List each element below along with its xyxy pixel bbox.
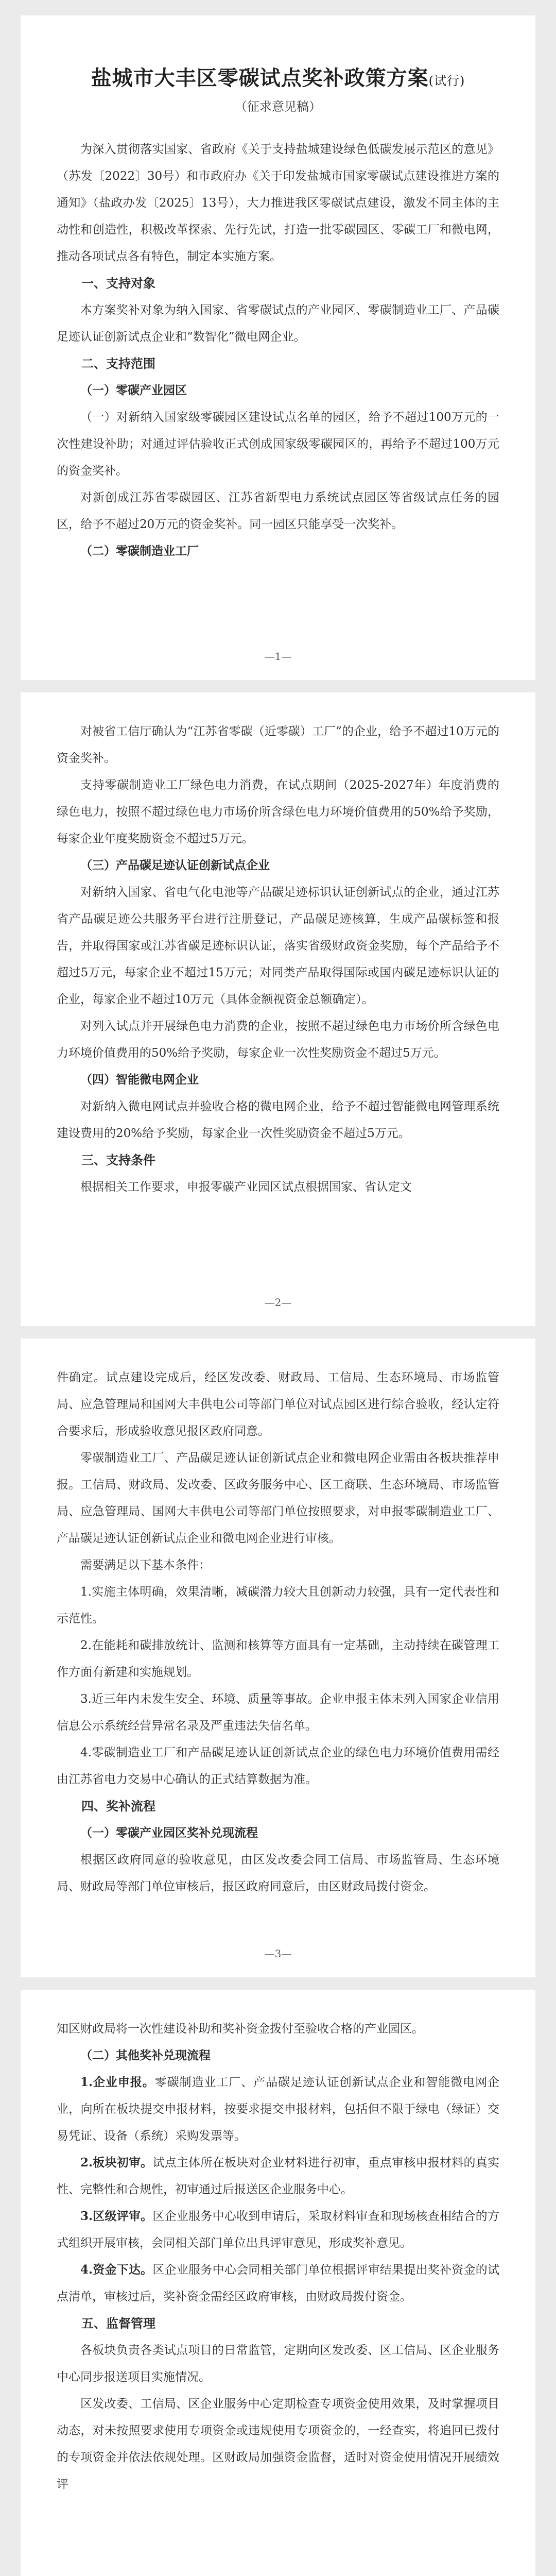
section-heading-2: 二、支持范围 [81,357,155,371]
flow-item-2 [57,2149,499,2203]
flow-item-4 [57,2257,499,2310]
title-suffix: (试行) [428,74,465,88]
flow-item-3 [57,2203,499,2257]
section-2-1-paragraph-b: 对新创成江苏省零碳园区、江苏省新型电力系统试点园区等省级试点任务的园区，给予不超过20万元的资金奖补。同一园区只能享受一次奖补。 [57,491,499,531]
section-heading-1: 一、支持对象 [81,276,155,291]
flow-item-1 [57,2069,499,2149]
condition-item-3: 3.近三年内未发生安全、环境、质量等事故。企业申报主体未列入国家企业信用信息公示系统经营异常名录及严重违法失信名单。 [57,1692,499,1733]
section-2-1-paragraph-a: （一）对新纳入国家级零碳园区建设试点名单的园区，给予不超过100万元的一次性建设补助；对通过评估验收正式创成国家级零碳园区的，再给予不超过100万元的资金奖补。 [57,411,499,478]
subsection-heading-2-1: （一）零碳产业园区 [80,383,187,397]
subsection-heading-2-2: （二）零碳制造业工厂 [80,544,199,558]
flow-item-4-lead: 4.资金下达。 [80,2263,153,2277]
condition-item-1: 1.实施主体明确，效果清晰，减碳潜力较大且创新动力较强，具有一定代表性和示范性。 [57,1585,499,1625]
flow-item-2-text: 试点主体所在板块对企业材料进行初审，重点审核申报材料的真实性、完整性和合规性，初审通过后报送区企业服务中心。 [57,2156,499,2196]
section-2-2-paragraph-a: 对被省工信厅确认为“江苏省零碳（近零碳）工厂”的企业，给予不超过10万元的资金奖补。 [57,725,499,765]
document-title [57,62,499,91]
section-3-paragraph-a: 根据相关工作要求，申报零碳产业园区试点根据国家、省认定文 [80,1180,412,1194]
page-number: —3— [264,1947,292,1960]
document-subtitle: （征求意见稿） [235,99,321,114]
subsection-heading-2-4: （四）智能微电网企业 [80,1073,199,1087]
title-text: 盐城市大丰区零碳试点奖补政策方案 [91,66,429,90]
section-1-paragraph: 本方案奖补对象为纳入国家、省零碳试点的产业园区、零碳制造业工厂、产品碳足迹认证创新试点企业和“数智化”微电网企业。 [57,303,499,344]
section-4-1-paragraph-cont: 知区财政局将一次性建设补助和奖补资金拨付至验收合格的产业园区。 [57,2022,424,2036]
section-heading-4: 四、奖补流程 [81,1799,155,1814]
section-5-paragraph-b: 区发改委、工信局、区企业服务中心定期检查专项资金使用效果，及时掌握项目动态，对未按照要求使用专项资金或违规使用专项资金的，一经查实，将追回已拨付的专项资金并依法依规处理。区财政局加强资金监督，适时对资金使用情况开展绩效评 [57,2397,499,2491]
flow-item-4-text: 区企业服务中心会同相关部门单位根据评审结果提出奖补资金的试点清单，审核过后，奖补资金需经区政府审核，由财政局拨付资金。 [57,2263,499,2303]
page-4 [21,1990,535,2576]
subsection-heading-4-2: （二）其他奖补兑现流程 [80,2048,211,2062]
section-5-paragraph-a: 各板块负责各类试点项目的日常监管，定期向区发改委、区工信局、区企业服务中心同步报送项目实施情况。 [57,2344,499,2384]
section-2-3-paragraph-a: 对新纳入国家、省电气化电池等产品碳足迹标识认证创新试点的企业，通过江苏省产品碳足迹公共服务平台进行注册登记，产品碳足迹核算，生成产品碳标签和报告，并取得国家或江苏省碳足迹标识认证，落实省级财政资金奖励，每个产品给予不超过5万元，每家企业不超过15万元；对同类产品取得国际或国内碳足迹标识认证的企业，每家企业不超过10万元（具体金额视资金总额确定）。 [57,886,499,1006]
page-2 [21,692,535,1326]
flow-item-1-text: 零碳制造业工厂、产品碳足迹认证创新试点企业和智能微电网企业，向所在板块提交申报材料，按要求提交申报材料，包括但不限于绿电（绿证）交易凭证、设备（系统）采购发票等。 [57,2076,500,2143]
condition-item-2: 2.在能耗和碳排放统计、监测和核算等方面具有一定基础，主动持续在碳管理工作方面有新建和实施规划。 [57,1639,499,1679]
flow-item-3-text: 区企业服务中心收到申请后，采取材料审查和现场核查相结合的方式组织开展审核，会同相关部门单位出具评审意见，形成奖补意见。 [57,2210,499,2250]
page-3 [21,1338,535,1977]
page-number: —2— [264,1296,292,1309]
section-2-2-paragraph-b: 支持零碳制造业工厂绿色电力消费，在试点期间（2025-2027年）年度消费的绿色电力，按照不超过绿色电力市场价所含绿色电力环境价值费用的50%给予奖励，每家企业年度奖励资金不超过5万元。 [57,778,499,845]
flow-item-2-lead: 2.板块初审。 [80,2156,153,2170]
section-heading-3: 三、支持条件 [81,1153,155,1167]
page-1 [21,15,535,680]
section-4-1-paragraph: 根据区政府同意的验收意见，由区发改委会同工信局、市场监管局、生态环境局、财政局等部门单位审核后，报区政府同意后，由区财政局拨付资金。 [57,1853,499,1893]
subsection-heading-4-1: （一）零碳产业园区奖补兑现流程 [80,1826,258,1840]
section-3-paragraph-b: 件确定。试点建设完成后，经区发改委、财政局、工信局、生态环境局、市场监管局、应急管理局和国网大丰供电公司等部门单位对试点园区进行综合验收，经认定符合要求后，形成验收意见报区政府同意。 [57,1371,499,1438]
intro-paragraph: 为深入贯彻落实国家、省政府《关于支持盐城建设绿色低碳发展示范区的意见》（苏发〔2022〕30号）和市政府办《关于印发盐城市国家零碳试点建设推进方案的通知》（盐政办发〔2025〕13号），大力推进我区零碳试点建设，激发不同主体的主动性和创造性，积极改革探索、先行先试，打造一批零碳园区、零碳工厂和微电网，推动各项试点各有特色，制定本实施方案。 [57,143,499,263]
flow-item-3-lead: 3.区级评审。 [80,2209,153,2223]
section-2-4-paragraph-a: 对新纳入微电网试点并验收合格的微电网企业，给予不超过智能微电网管理系统建设费用的20%给予奖励，每家企业一次性奖励资金不超过5万元。 [57,1100,499,1140]
condition-item-4: 4.零碳制造业工厂和产品碳足迹认证创新试点企业的绿色电力环境价值费用需经由江苏省电力交易中心确认的正式结算数据为准。 [57,1746,499,1786]
section-3-paragraph-c: 零碳制造业工厂、产品碳足迹认证创新试点企业和微电网企业需由各板块推荐申报。工信局、财政局、发改委、区政务服务中心、区工商联、生态环境局、市场监管局、应急管理局、国网大丰供电公司等部门单位按照要求，对申报零碳制造业工厂、产品碳足迹认证创新试点企业和微电网企业进行审核。 [57,1451,499,1545]
page-number: —1— [264,650,292,663]
section-heading-5: 五、监督管理 [81,2316,155,2331]
subsection-heading-2-3: （三）产品碳足迹认证创新试点企业 [80,858,270,872]
section-2-3-paragraph-b: 对列入试点并开展绿色电力消费的企业，按照不超过绿色电力市场价所含绿色电力环境价值费用的50%给予奖励，每家企业一次性奖励资金不超过5万元。 [57,1020,499,1060]
conditions-intro: 需要满足以下基本条件： [80,1558,211,1572]
flow-item-1-lead: 1.企业申报。 [80,2075,155,2089]
